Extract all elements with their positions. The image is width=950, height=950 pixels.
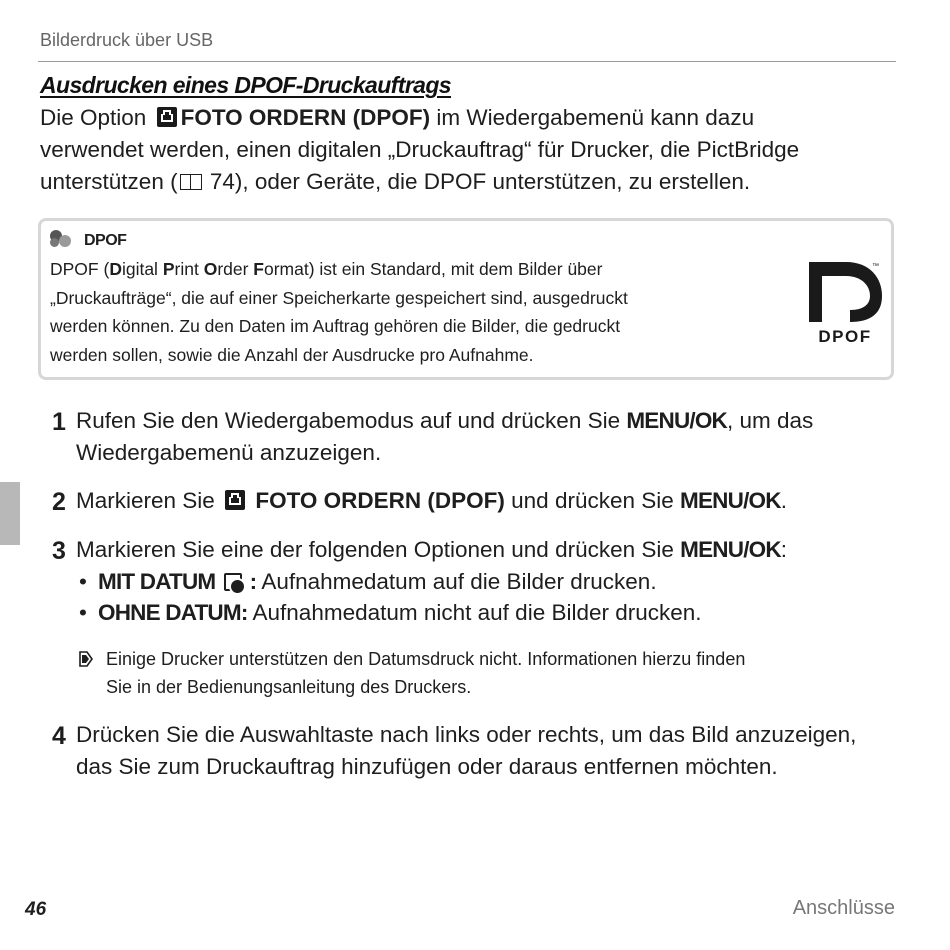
step-1-text: Rufen Sie den Wiedergabemodus auf und drücken Sie MENU/OK, um das Wiedergabemenü anzuzeigen. (76, 408, 814, 465)
option-mit-datum: • MIT DATUM : Aufnahmedatum auf die Bilder drucken. (76, 566, 657, 598)
note-icon-dot (50, 238, 59, 247)
intro-option-label: FOTO ORDERN (DPOF) (180, 105, 431, 130)
bullet: • (79, 569, 87, 594)
step-4-text: Drücken Sie die Auswahltaste nach links oder rechts, um das Bild anzuzeigen, das Sie zum Druckauftrag hinzufügen oder daraus entfernen möchten. (76, 722, 857, 779)
note-body (50, 255, 780, 369)
running-header: Bilderdruck über USB (40, 30, 214, 50)
page-number: 46 (25, 899, 47, 920)
header-divider (38, 61, 896, 62)
note-icon-dot (59, 235, 71, 247)
step-number: 4 (52, 722, 65, 750)
intro-text: im Wiedergabemenü kann dazu (430, 105, 755, 130)
note-icon (50, 230, 80, 248)
manual-book-icon (180, 174, 202, 190)
intro-text: unterstützen ( (40, 169, 178, 194)
note-line: werden können. Zu den Daten im Auftrag gehören die Bilder, die gedruckt (50, 316, 621, 336)
section-heading: Ausdrucken eines DPOF-Druckauftrags (40, 72, 452, 98)
step-3-text: Markieren Sie eine der folgenden Optionen und drücken Sie MENU/OK: (76, 537, 788, 562)
step-2-text: Markieren Sie FOTO ORDERN (DPOF) und drücken Sie MENU/OK. (76, 488, 787, 513)
hint-icon (78, 650, 94, 668)
step-number: 3 (52, 537, 65, 565)
menu-ok-key: MENU/OK (626, 408, 728, 433)
intro-paragraph (40, 102, 900, 198)
note-line: „Druckaufträge“, die auf einer Speicherkarte gespeichert sind, ausgedruckt (50, 287, 628, 308)
menu-ok-key: MENU/OK (680, 488, 781, 513)
note-title-text: DPOF (84, 232, 127, 249)
logo-trademark: ™ (872, 263, 879, 270)
chapter-tab (0, 482, 20, 545)
intro-text: ), oder Geräte, die DPOF unterstützen, zu erstellen. (234, 169, 751, 194)
hint-text: Einige Drucker unterstützen den Datumsdruck nicht. Informationen hierzu finden Sie in der Bedienungsanleitung des Druckers. (106, 649, 746, 697)
intro-text: Die Option (40, 105, 147, 130)
step-number: 2 (52, 488, 65, 516)
option-label: OHNE DATUM: (98, 600, 248, 625)
step-option-label: FOTO ORDERN (DPOF) (255, 488, 505, 513)
playback-menu-icon (157, 107, 177, 127)
option-label: MIT DATUM (98, 569, 216, 594)
dpof-logo (806, 258, 884, 344)
note-line: werden sollen, sowie die Anzahl der Ausdrucke pro Aufnahme. (50, 344, 534, 365)
intro-text: verwendet werden, einen digitalen „Druckauftrag“ für Drucker, die PictBridge (40, 137, 800, 162)
option-ohne-datum: • OHNE DATUM: Aufnahmedatum nicht auf die Bilder drucken. (76, 597, 702, 629)
note-line: DPOF (Digital Print Order Format) ist ein Standard, mit dem Bilder über (50, 259, 603, 279)
page-reference[interactable]: 74 (209, 169, 235, 194)
note-title (50, 230, 126, 250)
playback-menu-icon (225, 490, 245, 510)
logo-text: DPOF (818, 327, 872, 344)
date-print-icon (224, 573, 242, 591)
footer-section-name: Anschlüsse (792, 897, 895, 919)
bullet: • (79, 600, 87, 625)
menu-ok-key: MENU/OK (680, 537, 781, 562)
step-number: 1 (52, 408, 65, 436)
